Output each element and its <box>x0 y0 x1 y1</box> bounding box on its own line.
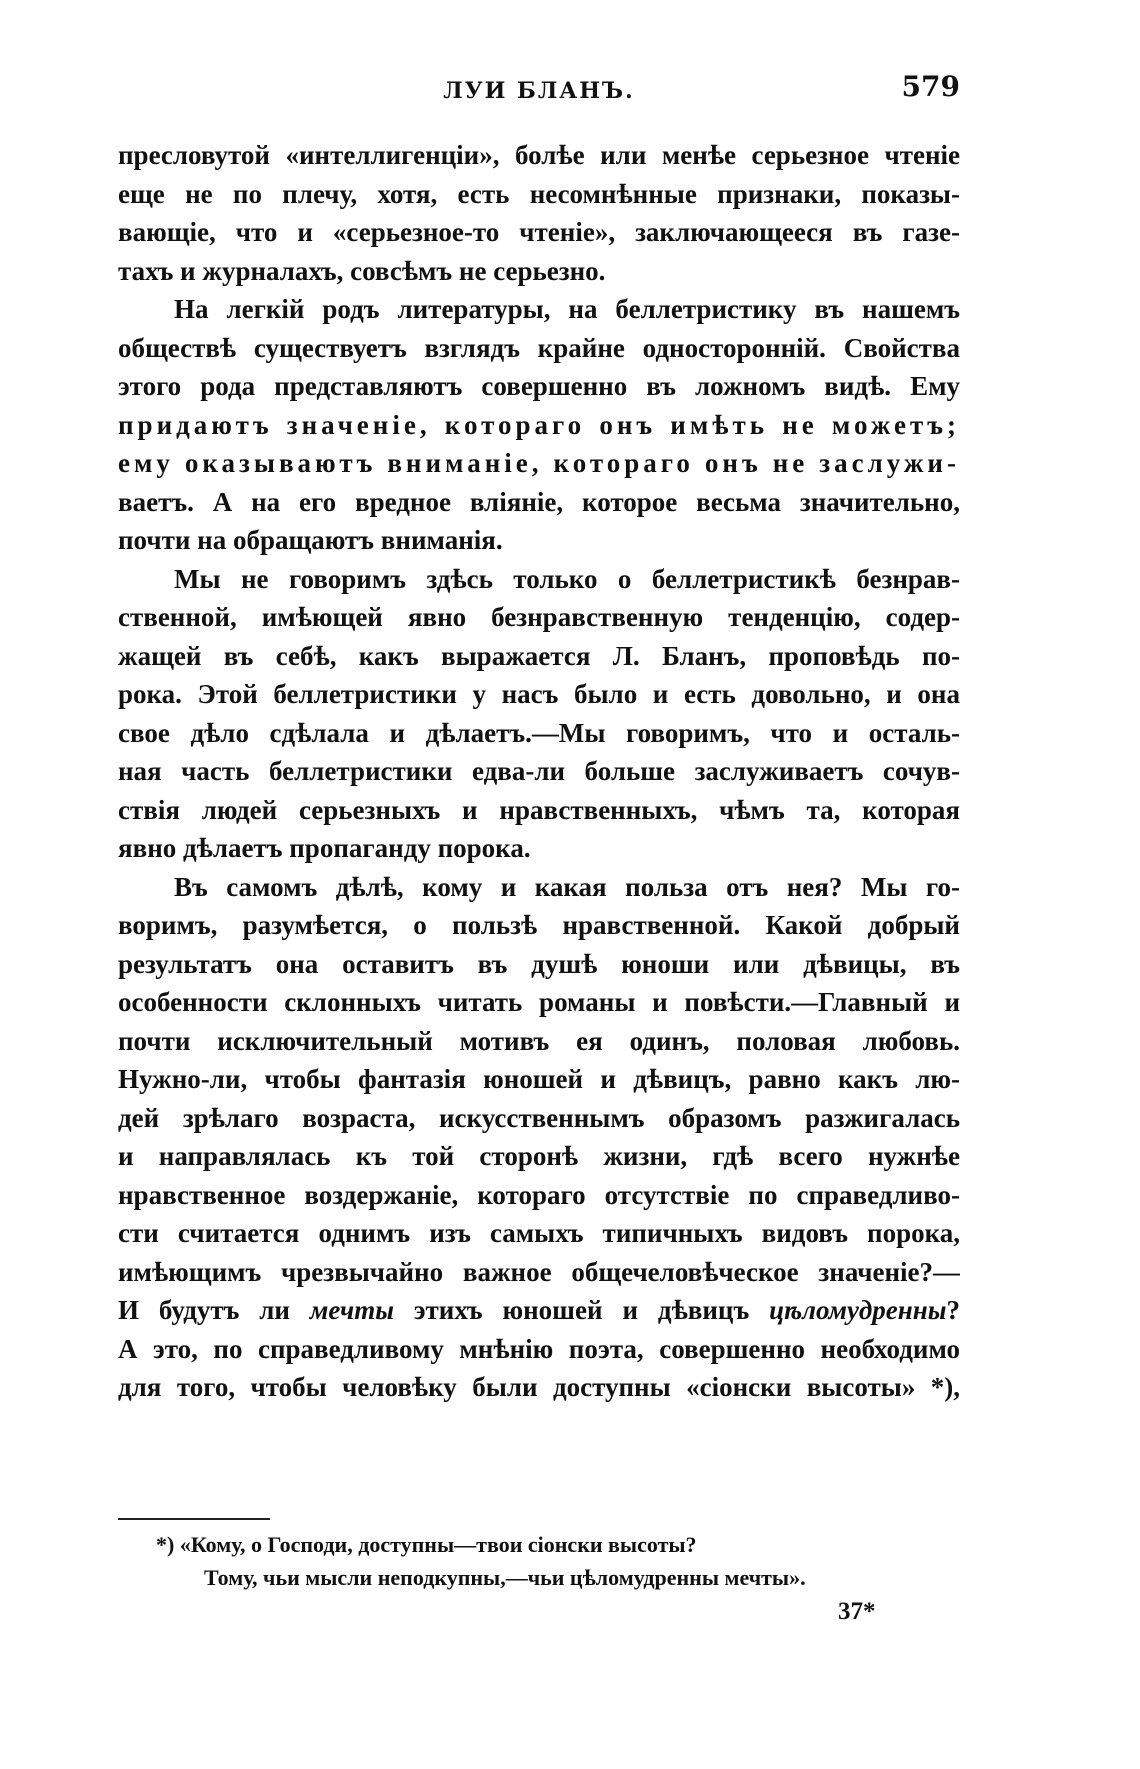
text-line: результатъ она оставитъ въ душѣ юноши или дѣвицы, въ <box>118 948 960 979</box>
text-line: воримъ, разумѣется, о пользѣ нравственной. Какой добрый <box>118 910 960 940</box>
text-line: сти считается однимъ изъ самыхъ типичныхъ видовъ порока, <box>118 1218 960 1248</box>
signature-mark: 37* <box>838 1598 876 1625</box>
text-line: этого рода представляютъ совершенно въ ложномъ видѣ. Ему <box>118 371 960 401</box>
footnote <box>118 1528 960 1594</box>
text-run: ? <box>946 1295 960 1325</box>
text-line: Нужно-ли, чтобы фантазія юношей и дѣвицъ, равно какъ лю- <box>118 1064 960 1094</box>
text-line: ему оказываютъ вниманіе, котораго онъ не заслужи- <box>118 448 960 478</box>
text-line: свое дѣло сдѣлала и дѣлаетъ.—Мы говоримъ, что и осталь- <box>118 717 960 748</box>
text-line: и направлялась къ той сторонѣ жизни, гдѣ всего нужнѣе <box>118 1141 960 1171</box>
text-run: этихъ юношей и дѣвицъ <box>393 1295 770 1325</box>
text-line: обществѣ существуетъ взглядъ крайне односторонній. Свойства <box>118 332 960 363</box>
text-line: придаютъ значеніе, котораго онъ имѣть не можетъ; <box>118 409 960 440</box>
text-line-with-italics <box>118 1291 960 1330</box>
footnote-line: *) «Кому, о Господи, доступны—твои сіонски высоты? <box>156 1532 697 1557</box>
paragraph <box>118 560 960 868</box>
text-line: дей зрѣлаго возраста, искусственнымъ образомъ разжигалась <box>118 1102 960 1133</box>
italic-run: цѣломудренны <box>769 1295 947 1325</box>
text-line: ваетъ. А на его вредное вліяніе, которое весьма значительно, <box>118 486 960 517</box>
text-line: Въ самомъ дѣлѣ, кому и какая польза отъ нея? Мы го- <box>174 871 960 902</box>
text-line: еще не по плечу, хотя, есть несомнѣнные признаки, показы- <box>118 178 960 209</box>
text-line: почти на обращаютъ вниманія. <box>118 525 503 555</box>
italic-run: мечты <box>309 1295 394 1325</box>
text-line: А это, по справедливому мнѣнію поэта, совершенно необходимо <box>118 1333 960 1364</box>
text-line: жащей въ себѣ, какъ выражается Л. Бланъ, проповѣдь по- <box>118 640 960 671</box>
text-line: ная часть беллетристики едва-ли больше заслуживаетъ сочув- <box>118 756 960 786</box>
text-line: рока. Этой беллетристики у насъ было и есть довольно, и она <box>118 679 960 709</box>
body-text <box>118 136 960 1407</box>
text-line: На легкій родъ литературы, на беллетристику въ нашемъ <box>174 294 960 324</box>
footnote-rule <box>118 1518 270 1520</box>
text-line: Мы не говоримъ здѣсь только о беллетристикѣ безнрав- <box>174 563 960 594</box>
paragraph <box>118 136 960 290</box>
text-line: почти исключительный мотивъ ея одинъ, половая любовь. <box>118 1025 960 1056</box>
text-line: тахъ и журналахъ, совсѣмъ не серьезно. <box>118 255 606 286</box>
paragraph <box>118 868 960 1407</box>
page-number: 579 <box>901 70 960 103</box>
text-run: И будутъ ли <box>118 1295 310 1325</box>
text-line: ственной, имѣющей явно безнравственную тенденцію, содер- <box>118 602 960 632</box>
paragraph <box>118 290 960 560</box>
running-title: ЛУИ БЛАНЪ. <box>443 78 635 104</box>
running-head <box>118 70 960 110</box>
footnote-line: Тому, чьи мысли неподкупны,—чьи цѣломудренны мечты». <box>204 1565 806 1590</box>
text-line: для того, чтобы человѣку были доступны «сіонски высоты» *), <box>118 1372 960 1402</box>
text-line: явно дѣлаетъ пропаганду порока. <box>118 833 531 863</box>
text-line: ствія людей серьезныхъ и нравственныхъ, чѣмъ та, которая <box>118 794 960 825</box>
text-line: имѣющимъ чрезвычайно важное общечеловѣческое значеніе?— <box>118 1256 960 1287</box>
text-line: вающіе, что и «серьезное-то чтеніе», заключающееся въ газе- <box>118 217 960 247</box>
text-line: особенности склонныхъ читать романы и повѣсти.—Главный и <box>118 987 960 1017</box>
text-line: нравственное воздержаніе, котораго отсутствіе по справедливо- <box>118 1179 960 1210</box>
text-line: пресловутой «интеллигенціи», болѣе или менѣе серьезное чтеніе <box>118 140 960 170</box>
